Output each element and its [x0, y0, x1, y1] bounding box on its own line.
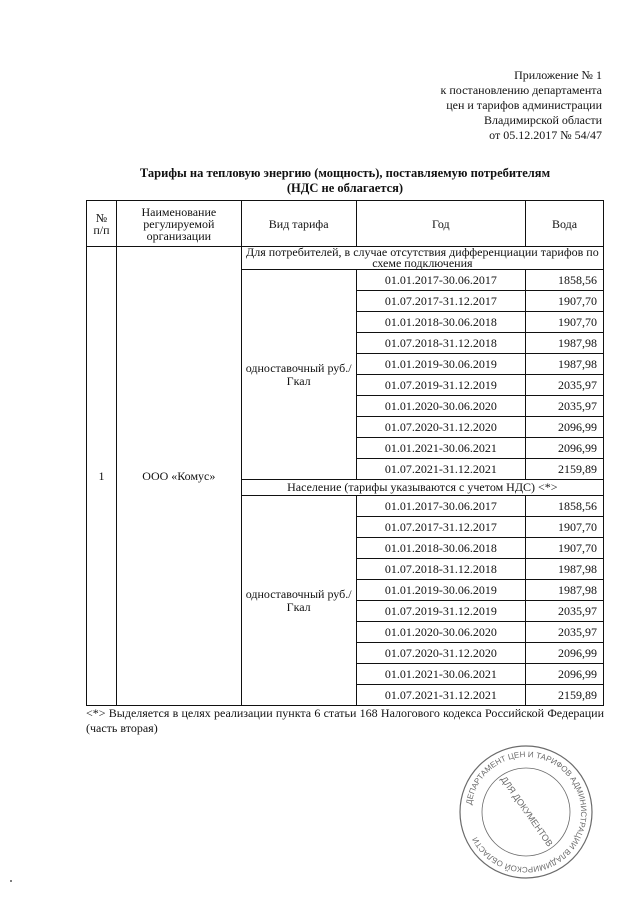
water-value-cell: 2159,89 [526, 685, 604, 706]
period-cell: 01.01.2021-30.06.2021 [356, 438, 526, 459]
water-value-cell: 1858,56 [526, 496, 604, 517]
svg-text:ДЛЯ ДОКУМЕНТОВ: ДЛЯ ДОКУМЕНТОВ [498, 774, 555, 849]
period-cell: 01.07.2019-31.12.2019 [356, 601, 526, 622]
appendix-line: Приложение № 1 [514, 68, 602, 82]
title-line: (НДС не облагается) [286, 181, 404, 195]
period-cell: 01.01.2017-30.06.2017 [356, 270, 526, 291]
water-value-cell: 2035,97 [526, 375, 604, 396]
period-cell: 01.07.2020-31.12.2020 [356, 417, 526, 438]
water-value-cell: 1858,56 [526, 270, 604, 291]
water-value-cell: 1907,70 [526, 517, 604, 538]
water-value-cell: 2035,97 [526, 396, 604, 417]
tariff-type: одноставочный руб./Гкал [241, 496, 356, 706]
tariff-type: одноставочный руб./Гкал [241, 270, 356, 480]
period-cell: 01.07.2020-31.12.2020 [356, 643, 526, 664]
period-cell: 01.01.2019-30.06.2019 [356, 580, 526, 601]
water-value-cell: 1987,98 [526, 354, 604, 375]
document-title [90, 166, 600, 196]
official-seal [456, 742, 596, 882]
appendix-line: цен и тарифов администрации [446, 98, 602, 112]
water-value-cell: 1987,98 [526, 580, 604, 601]
header-num: № п/п [87, 201, 117, 247]
header-water: Вода [526, 201, 604, 247]
period-cell: 01.07.2021-31.12.2021 [356, 459, 526, 480]
tariff-table [86, 200, 604, 706]
organization-name: ООО «Комус» [116, 247, 241, 706]
title-line: Тарифы на тепловую энергию (мощность), поставляемую потребителям [139, 166, 551, 180]
period-cell: 01.07.2021-31.12.2021 [356, 685, 526, 706]
period-cell: 01.07.2017-31.12.2017 [356, 291, 526, 312]
section-header-row [87, 247, 604, 270]
row-number: 1 [87, 247, 117, 706]
period-cell: 01.07.2017-31.12.2017 [356, 517, 526, 538]
water-value-cell: 1987,98 [526, 559, 604, 580]
svg-text:ДЕПАРТАМЕНТ ЦЕН И ТАРИФОВ АДМИ: ДЕПАРТАМЕНТ ЦЕН И ТАРИФОВ АДМИНИСТРАЦИИ ВЛАДИМИРСКОЙ ОБЛАСТИ [464, 749, 589, 875]
section-title: Население (тарифы указываются с учетом НДС) <*> [241, 480, 603, 496]
period-cell: 01.01.2019-30.06.2019 [356, 354, 526, 375]
appendix-line: Владимирской области [484, 113, 602, 127]
water-value-cell: 2096,99 [526, 664, 604, 685]
period-cell: 01.07.2019-31.12.2019 [356, 375, 526, 396]
period-cell: 01.01.2020-30.06.2020 [356, 396, 526, 417]
water-value-cell: 2096,99 [526, 438, 604, 459]
water-value-cell: 1987,98 [526, 333, 604, 354]
water-value-cell: 2159,89 [526, 459, 604, 480]
water-value-cell: 1907,70 [526, 291, 604, 312]
water-value-cell: 2096,99 [526, 417, 604, 438]
period-cell: 01.01.2020-30.06.2020 [356, 622, 526, 643]
water-value-cell: 1907,70 [526, 312, 604, 333]
appendix-line: к постановлению департамента [440, 83, 602, 97]
water-value-cell: 2096,99 [526, 643, 604, 664]
scan-speck [10, 880, 12, 882]
period-cell: 01.01.2017-30.06.2017 [356, 496, 526, 517]
header-year: Год [356, 201, 526, 247]
period-cell: 01.07.2018-31.12.2018 [356, 559, 526, 580]
footnote: <*> Выделяется в целях реализации пункта 6 статьи 168 Налогового кодекса Российской Федерации (часть вторая) [86, 706, 604, 735]
appendix-line: от 05.12.2017 № 54/47 [489, 128, 602, 142]
section-title: Для потребителей, в случае отсутствия дифференциации тарифов по схеме подключения [241, 247, 603, 270]
table-body [87, 247, 604, 706]
period-cell: 01.01.2018-30.06.2018 [356, 312, 526, 333]
appendix-block [441, 68, 602, 143]
period-cell: 01.01.2021-30.06.2021 [356, 664, 526, 685]
period-cell: 01.07.2018-31.12.2018 [356, 333, 526, 354]
table-header-row [87, 201, 604, 247]
header-tariff-type: Вид тарифа [241, 201, 356, 247]
water-value-cell: 2035,97 [526, 601, 604, 622]
water-value-cell: 2035,97 [526, 622, 604, 643]
water-value-cell: 1907,70 [526, 538, 604, 559]
period-cell: 01.01.2018-30.06.2018 [356, 538, 526, 559]
header-organization: Наименование регулируемой организации [116, 201, 241, 247]
